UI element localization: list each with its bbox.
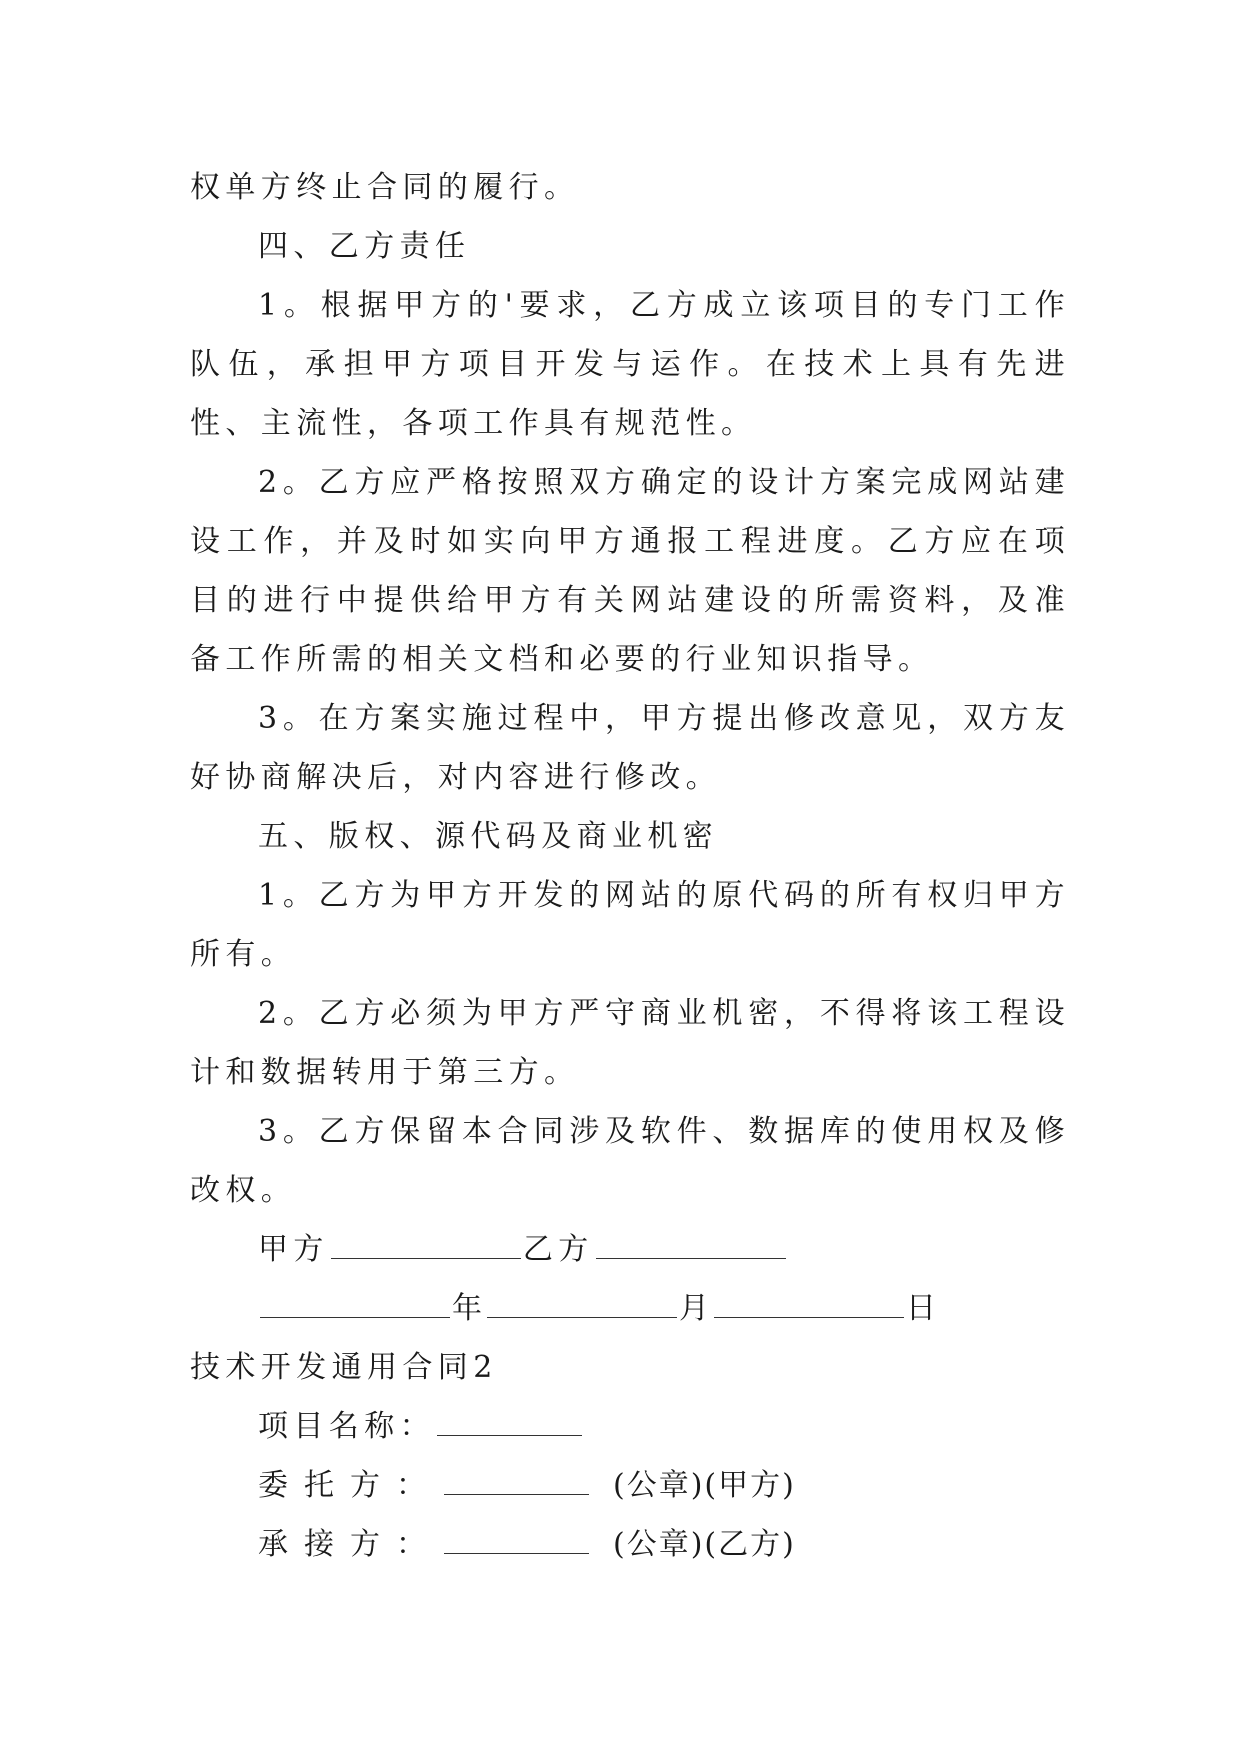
clause-4-2: 2。乙方应严格按照双方确定的设计方案完成网站建设工作，并及时如实向甲方通报工程进度。乙方应在项目的进行中提供给甲方有关网站建设的所需资料，及准备工作所需的相关文档和必要的行业知识指导。 xyxy=(190,465,1070,677)
clause-5-1: 1。乙方为甲方开发的网站的原代码的所有权归甲方所有。 xyxy=(190,878,1070,972)
client-blank[interactable] xyxy=(444,1464,589,1495)
day-label: 日 xyxy=(906,1291,939,1326)
year-label: 年 xyxy=(452,1291,485,1326)
section-heading-party-b-duties: 四、乙方责任 xyxy=(258,229,471,264)
date-line xyxy=(190,1279,1070,1338)
client-line xyxy=(190,1456,1070,1515)
party-b-blank[interactable] xyxy=(596,1228,786,1259)
clause-4-3: 3。在方案实施过程中，甲方提出修改意见，双方友好协商解决后，对内容进行修改。 xyxy=(190,701,1070,795)
signature-line xyxy=(190,1220,1070,1279)
contractor-blank[interactable] xyxy=(444,1523,589,1554)
month-blank[interactable] xyxy=(487,1287,677,1318)
day-blank[interactable] xyxy=(714,1287,904,1318)
party-b-label: 乙方 xyxy=(522,1232,594,1267)
paragraph-termination: 权单方终止合同的履行。 xyxy=(190,170,580,205)
project-name-label: 项目名称： xyxy=(258,1409,435,1444)
contract-2-title: 技术开发通用合同2 xyxy=(190,1350,498,1385)
project-name-blank[interactable] xyxy=(437,1405,582,1436)
clause-5-2: 2。乙方必须为甲方严守商业机密，不得将该工程设计和数据转用于第三方。 xyxy=(190,996,1070,1090)
contractor-seal-note: (公章)(乙方) xyxy=(613,1527,796,1562)
project-name-line xyxy=(190,1397,1070,1456)
clause-5-3: 3。乙方保留本合同涉及软件、数据库的使用权及修改权。 xyxy=(190,1114,1070,1208)
party-a-blank[interactable] xyxy=(331,1228,521,1259)
client-label: 委托方： xyxy=(258,1468,442,1503)
client-seal-note: (公章)(甲方) xyxy=(613,1468,796,1503)
year-blank[interactable] xyxy=(260,1287,450,1318)
contractor-line xyxy=(190,1515,1070,1574)
document-body xyxy=(190,158,1070,1574)
contractor-label: 承接方： xyxy=(258,1527,442,1562)
party-a-label: 甲方 xyxy=(258,1232,329,1267)
month-label: 月 xyxy=(679,1291,712,1326)
section-heading-copyright: 五、版权、源代码及商业机密 xyxy=(258,819,719,854)
clause-4-1: 1。根据甲方的'要求，乙方成立该项目的专门工作队伍，承担甲方项目开发与运作。在技术上具有先进性、主流性，各项工作具有规范性。 xyxy=(190,288,1070,441)
